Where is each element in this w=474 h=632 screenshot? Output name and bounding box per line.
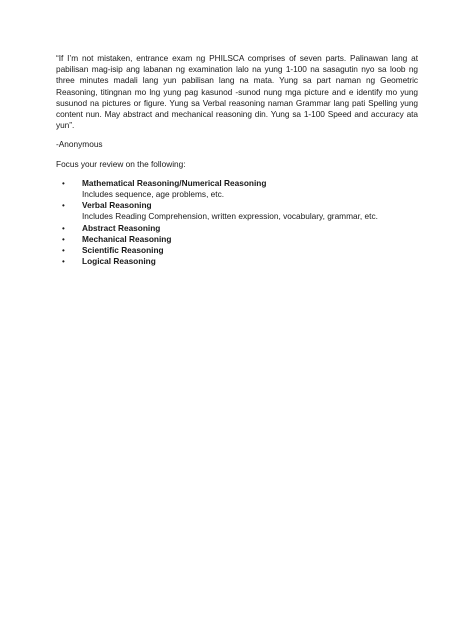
list-item	[56, 256, 418, 267]
bullet-icon: •	[62, 178, 65, 188]
topic-list	[56, 178, 418, 268]
topic-title: Scientific Reasoning	[82, 245, 164, 256]
bullet-icon: •	[62, 234, 65, 244]
topic-title: Verbal Reasoning	[82, 200, 152, 211]
topic-note: Includes sequence, age problems, etc.	[82, 189, 225, 200]
topic-title: Abstract Reasoning	[82, 222, 161, 233]
list-item	[56, 234, 418, 245]
quote-paragraph: “If I’m not mistaken, entrance exam ng PHILSCA comprises of seven parts. Palinawan lang at pabilisan mag-isip ang labanan ng examination lalo na yung 1-100 na sasagutin nyo sa loob ng three minutes madali lang yun pabilisan lang na mata. Yung sa part naman ng Geometric Reasoning, titingnan mo lng yung pag kasunod -sunod nung mga picture and e identify mo yung susunod na pictures or figure. Yung sa Verbal reasoning naman Grammar lang pati Spelling yung content nun. May abstract and mechanical reasoning din. Yung sa 1-100 Speed and accuracy ata yun”.	[56, 53, 418, 131]
topic-title: Mechanical Reasoning	[82, 233, 172, 244]
list-item	[56, 245, 418, 256]
bullet-icon: •	[62, 257, 65, 267]
bullet-icon: •	[62, 246, 65, 256]
bullet-icon: •	[62, 201, 65, 211]
topic-title: Logical Reasoning	[82, 256, 156, 267]
review-intro: Focus your review on the following:	[56, 158, 186, 169]
topic-title: Mathematical Reasoning/Numerical Reasoning	[82, 177, 267, 188]
document-body	[56, 53, 418, 267]
bullet-icon: •	[62, 223, 65, 233]
list-item	[56, 178, 418, 200]
topic-note: Includes Reading Comprehension, written expression, vocabulary, grammar, etc.	[82, 211, 378, 222]
list-item	[56, 223, 418, 234]
list-item	[56, 200, 418, 222]
quote-author: -Anonymous	[56, 139, 103, 150]
